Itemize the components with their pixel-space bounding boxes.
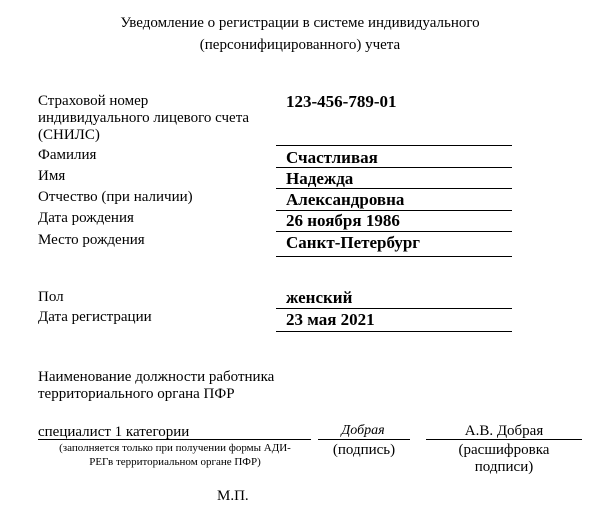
field-underline: [276, 145, 512, 146]
field-underline: [276, 167, 512, 168]
stamp-place: М.П.: [217, 488, 249, 504]
name-label: Имя: [38, 168, 66, 184]
birth-place-label: Место рождения: [38, 232, 145, 248]
document-title-line2: (персонифицированного) учета: [199, 37, 401, 53]
decoding-caption-line1: (расшифровка: [458, 442, 550, 458]
field-underline: [276, 256, 512, 257]
snils-label-line3: (СНИЛС): [38, 127, 100, 143]
field-underline: [276, 231, 512, 232]
field-underline: [276, 188, 512, 189]
snils-label-line2: индивидуального лицевого счета: [38, 110, 250, 126]
field-underline: [276, 308, 512, 309]
position-note-line2: РЕГв территориальном органе ПФР): [89, 456, 261, 468]
patronymic-value: Александровна: [286, 190, 405, 209]
birth-place-value: Санкт-Петербург: [286, 233, 421, 252]
snils-label-line1: Страховой номер: [38, 93, 149, 109]
gender-value: женский: [286, 288, 353, 307]
signature-decoding: А.В. Добрая: [464, 423, 544, 439]
name-value: Надежда: [286, 169, 354, 188]
birth-date-label: Дата рождения: [38, 210, 134, 226]
signature-caption: (подпись): [332, 442, 396, 458]
position-underline: [38, 439, 311, 440]
signature: Добрая: [341, 423, 385, 438]
surname-label: Фамилия: [38, 147, 97, 163]
registration-date-label: Дата регистрации: [38, 309, 152, 325]
decoding-caption-line2: подписи): [474, 459, 534, 475]
gender-label: Пол: [38, 289, 64, 305]
patronymic-label: Отчество (при наличии): [38, 189, 193, 205]
position-label-line2: территориального органа ПФР: [38, 386, 235, 402]
position-label-line1: Наименование должности работника: [38, 369, 275, 385]
field-underline: [276, 331, 512, 332]
decoding-underline: [426, 439, 582, 440]
signature-underline: [318, 439, 410, 440]
registration-date-value: 23 мая 2021: [286, 310, 375, 329]
position-value: специалист 1 категории: [38, 424, 190, 440]
surname-value: Счастливая: [286, 148, 378, 167]
position-note-line1: (заполняется только при получении формы АДИ-: [59, 442, 291, 454]
snils-value: 123-456-789-01: [286, 92, 397, 111]
document-title-line1: Уведомление о регистрации в системе индивидуального: [120, 15, 480, 31]
birth-date-value: 26 ноября 1986: [286, 211, 400, 230]
